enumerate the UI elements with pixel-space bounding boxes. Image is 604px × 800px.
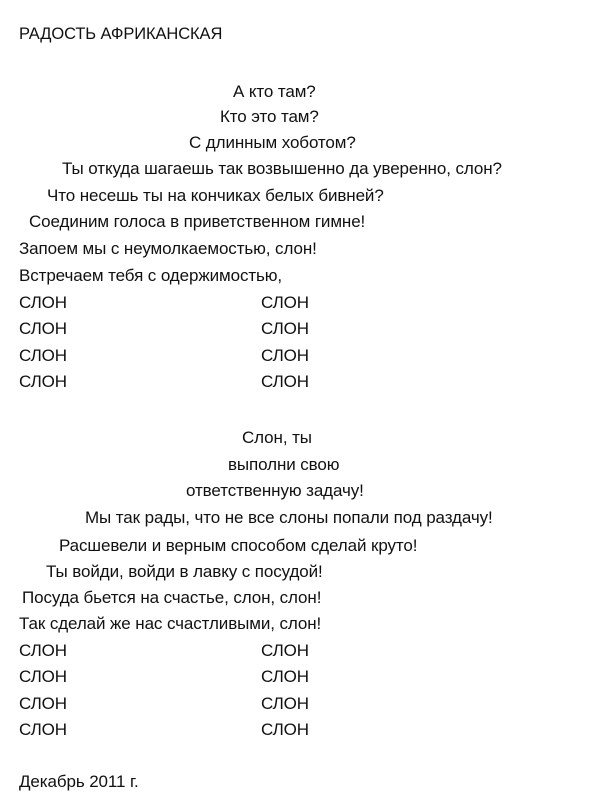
stanza2-line-2: выполни свою — [228, 455, 340, 474]
chorus2-right-1: СЛОН — [261, 641, 309, 660]
chorus2-right-2: СЛОН — [261, 667, 309, 686]
stanza2-line-6: Ты войди, войди в лавку с посудой! — [46, 562, 323, 581]
stanza2-line-8: Так сделай же нас счастливыми, слон! — [19, 614, 322, 633]
poem-title: РАДОСТЬ АФРИКАНСКАЯ — [19, 25, 223, 43]
stanza1-line-3: С длинным хоботом? — [189, 133, 356, 152]
stanza2-line-7: Посуда бьется на счастье, слон, слон! — [22, 588, 322, 607]
stanza1-line-2: Кто это там? — [220, 107, 319, 126]
chorus2-right-3: СЛОН — [261, 694, 309, 713]
chorus2-left-2: СЛОН — [19, 667, 67, 686]
stanza1-line-5: Что несешь ты на кончиках белых бивней? — [47, 186, 384, 205]
stanza1-line-4: Ты откуда шагаешь так возвышенно да уверенно, слон? — [62, 159, 502, 178]
chorus1-right-2: СЛОН — [261, 319, 309, 338]
chorus1-left-2: СЛОН — [19, 319, 67, 338]
chorus2-left-3: СЛОН — [19, 694, 67, 713]
chorus1-right-3: СЛОН — [261, 346, 309, 365]
stanza1-line-7: Запоем мы с неумолкаемостью, слон! — [19, 239, 317, 258]
stanza2-line-1: Слон, ты — [242, 428, 312, 447]
chorus2-right-4: СЛОН — [261, 720, 309, 739]
stanza1-line-6: Соединим голоса в приветственном гимне! — [29, 212, 366, 231]
chorus1-right-1: СЛОН — [261, 293, 309, 312]
poem-date: Декабрь 2011 г. — [19, 772, 139, 791]
chorus1-left-4: СЛОН — [19, 372, 67, 391]
chorus1-left-1: СЛОН — [19, 293, 67, 312]
chorus2-left-1: СЛОН — [19, 641, 67, 660]
stanza2-line-4: Мы так рады, что не все слоны попали под раздачу! — [85, 508, 493, 527]
chorus1-left-3: СЛОН — [19, 346, 67, 365]
stanza1-line-1: А кто там? — [233, 82, 316, 101]
stanza1-line-8: Встречаем тебя с одержимостью, — [19, 266, 283, 285]
stanza2-line-5: Расшевели и верным способом сделай круто! — [59, 536, 418, 555]
chorus2-left-4: СЛОН — [19, 720, 67, 739]
stanza2-line-3: ответственную задачу! — [186, 481, 364, 500]
chorus1-right-4: СЛОН — [261, 372, 309, 391]
